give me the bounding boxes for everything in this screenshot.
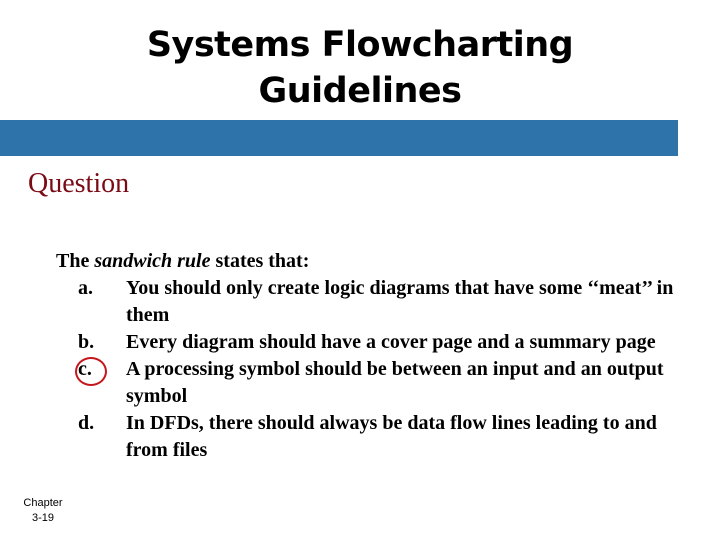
answer-option-text: In DFDs, there should always be data flow lines leading to and from files [126,412,657,461]
question-stem [56,248,696,275]
answer-option-d [56,410,696,464]
answer-option-text: You should only create logic diagrams that have some ‘‘meat’’ in them [126,277,674,326]
chapter-label: Chapter [23,497,63,509]
question-stem-emphasis: sandwich rule [94,250,211,272]
page-reference: 3-19 [31,512,55,524]
answer-option-letter: b. [78,331,95,353]
answer-option-text: Every diagram should have a cover page and a summary page [126,331,656,353]
question-body [56,248,696,464]
question-stem-prefix: The [56,250,95,272]
answer-option-letter: d. [78,412,95,434]
slide-title-line-1: Systems Flowcharting [146,25,574,65]
slide-title-line-2: Guidelines [258,71,462,111]
question-stem-suffix: states that: [210,250,310,272]
answer-option-letter: a. [78,277,93,299]
answer-option-a [56,275,696,329]
answer-option-c [56,356,696,410]
slide-title [0,22,720,114]
answer-option-b [56,329,696,356]
section-heading: Question [28,168,130,199]
correct-answer-letter: c. [78,356,118,383]
answer-option-text: A processing symbol should be between an input and an output symbol [126,358,664,407]
chapter-reference [16,496,70,526]
title-band [0,120,678,156]
